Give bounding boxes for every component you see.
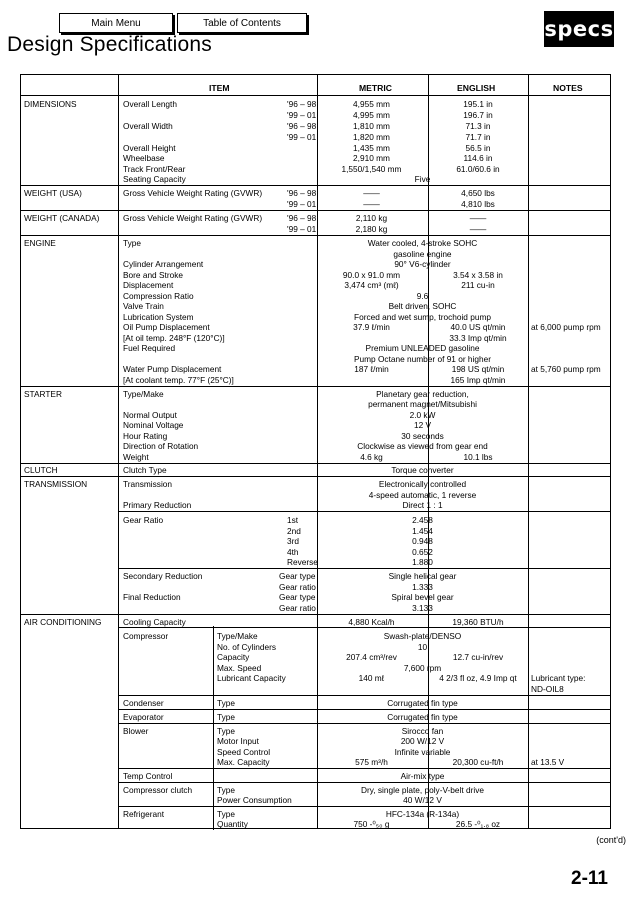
item-label: Valve Train [123,301,164,311]
item-label: Overall Length [123,99,177,109]
page-number: 2-11 [571,868,608,889]
sub-item-label: Motor Input [217,736,259,746]
combined-value: permanent magnet/Mitsubishi [368,399,477,409]
item-label: Overall Height [123,143,176,153]
metric-value: 750 -⁰₅₀ g [353,819,390,829]
table-of-contents-button[interactable]: Table of Contents [177,13,307,33]
combined-value: 12 V [413,420,432,430]
item-label: [At coolant temp. 77°F (25°C)] [123,375,234,385]
metric-value: 3,474 cm³ (mℓ) [344,280,399,290]
combined-value: gasoline engine [393,249,452,259]
divider [21,614,610,615]
english-value: 4 2/3 fl oz, 4.9 Imp qt [439,673,517,683]
metric-value: 2,110 kg [355,213,388,223]
combined-value: 30 seconds [401,431,444,441]
gear-ratio-label: Gear ratio [279,603,316,613]
col-divider [528,75,529,828]
item-label: Refrigerant [123,809,165,819]
english-value: 56.5 in [465,143,491,153]
combined-value: 10 [417,642,428,652]
english-value: —— [469,224,487,234]
metric-value: 4,995 mm [353,110,390,120]
gear-ratio-label: Gear ratio [279,582,316,592]
combined-value: Air-mix type [400,771,445,781]
item-label: Track Front/Rear [123,164,186,174]
note-value: ND-OIL8 [531,684,564,694]
metric-value: —— [363,199,380,209]
combined-value: Five [414,174,431,184]
divider [118,723,610,724]
header-english: ENGLISH [457,83,496,93]
metric-value: 4,955 mm [353,99,390,109]
english-value: 26.5 -⁰₁.₈ oz [455,819,501,829]
year-label: '96 – 98 [287,213,317,223]
combined-value: Belt driven, SOHC [388,301,457,311]
item-label: Weight [123,452,149,462]
gear-label: 4th [287,547,299,557]
item-label: Final Reduction [123,592,181,602]
header-item: ITEM [209,83,230,93]
english-value: 3.54 x 3.58 in [453,270,503,280]
item-label: Compression Ratio [123,291,194,301]
sub-item-label: Lubricant Capacity [217,673,286,683]
combined-value: Forced and wet sump, trochoid pump [354,312,491,322]
divider [21,476,610,477]
item-label: Cylinder Arrangement [123,259,204,269]
combined-value: 7,600 rpm [403,663,442,673]
metric-value: 2,910 mm [353,153,390,163]
section-label: ENGINE [24,238,56,248]
combined-value: Torque converter [391,465,454,475]
section-label: DIMENSIONS [24,99,77,109]
item-label: Hour Rating [123,431,168,441]
gear-label: Reverse [287,557,318,567]
sub-item-label: Type [217,712,235,722]
combined-value: Swash-plate/DENSO [383,631,462,641]
combined-value: Corrugated fin type [387,698,458,708]
item-label: Water Pump Displacement [123,364,222,374]
section-label: CLUTCH [24,465,58,475]
combined-value: 0.948 [412,536,433,546]
item-label: Displacement [123,280,174,290]
english-value: 33.3 Imp qt/min [449,333,507,343]
divider [118,709,610,710]
metric-value: 90.0 x 91.0 mm [342,270,401,280]
divider [118,695,610,696]
metric-value: 1,810 mm [353,121,390,131]
sub-item-label: Speed Control [217,747,271,757]
item-label: Gross Vehicle Weight Rating (GVWR) [123,188,263,198]
page-title: Design Specifications [7,33,212,56]
divider [118,768,610,769]
divider [21,210,610,211]
item-label: Gear Ratio [123,515,164,525]
combined-value: Premium UNLEADED gasoline [365,343,480,353]
year-label: '96 – 98 [287,121,317,131]
year-label: '99 – 01 [287,224,317,234]
metric-value: 4.6 kg [360,452,383,462]
gear-label: 2nd [287,526,301,536]
combined-value: Corrugated fin type [387,712,458,722]
metric-value: 207.4 cm³/rev [346,652,397,662]
item-label: Gross Vehicle Weight Rating (GVWR) [123,213,263,223]
divider [21,463,610,464]
item-label: Overall Width [123,121,173,131]
divider [118,568,610,569]
metric-value: 1,550/1,540 mm [341,164,402,174]
item-label: Nominal Voltage [123,420,184,430]
item-label: Transmission [123,479,173,489]
english-value: 10.1 lbs [463,452,493,462]
section-label: STARTER [24,389,62,399]
combined-value: Direct 1 : 1 [402,500,443,510]
item-label: Normal Output [123,410,177,420]
item-label: Wheelbase [123,153,165,163]
english-value: 20,300 cu-ft/h [452,757,504,767]
combined-value: 4-speed automatic, 1 reverse [368,490,477,500]
english-value: 165 Imp qt/min [450,375,506,385]
combined-value: 40 W/12 V [403,795,442,805]
sub-item-label: Capacity [217,652,250,662]
item-label: Primary Reduction [123,500,192,510]
combined-value: Sirocco fan [401,726,444,736]
metric-value: 1,820 mm [353,132,390,142]
divider [118,627,610,628]
combined-value: Infinite variable [394,747,451,757]
year-label: '99 – 01 [287,199,317,209]
continued-label: (cont'd) [596,835,626,845]
metric-value: 1,435 mm [353,143,390,153]
item-label: Evaporator [123,712,164,722]
english-value: 198 US qt/min [451,364,505,374]
item-label: Blower [123,726,149,736]
note-value: at 6,000 pump rpm [531,322,601,332]
gear-label: 1st [287,515,299,525]
combined-value: HFC-134a (R-134a) [385,809,460,819]
combined-value: 0.652 [412,547,433,557]
section-label: WEIGHT (CANADA) [24,213,100,223]
english-value: 19,360 BTU/h [452,617,504,627]
english-value: 196.7 in [463,110,493,120]
divider [21,386,610,387]
divider [118,806,610,807]
divider [21,235,610,236]
gear-label: 3rd [287,536,299,546]
combined-value: Water cooled, 4-stroke SOHC [367,238,478,248]
english-value: —— [469,213,487,223]
col-divider [213,626,214,830]
item-label: [At oil temp. 248°F (120°C)] [123,333,225,343]
combined-value: 2.0 kW [409,410,436,420]
english-value: 4,810 lbs [461,199,495,209]
sub-item-label: Type [217,698,235,708]
specs-logo: specs [544,11,614,47]
combined-value: 3.133 [412,603,433,613]
sub-item-label: Quantity [217,819,248,829]
section-label: AIR CONDITIONING [24,617,102,627]
item-label: Type [123,238,141,248]
sub-item-label: Type/Make [217,631,258,641]
year-label: '96 – 98 [287,188,317,198]
english-value: 40.0 US qt/min [450,322,506,332]
metric-value: 187 ℓ/min [354,364,389,374]
item-label: Bore and Stroke [123,270,183,280]
spec-table [20,74,611,829]
item-label: Lubrication System [123,312,194,322]
year-label: '99 – 01 [287,110,317,120]
metric-value: 575 m³/h [355,757,388,767]
combined-value: Dry, single plate, poly-V-belt drive [361,785,484,795]
item-label: Oil Pump Displacement [123,322,210,332]
combined-value: Electronically controlled [378,479,467,489]
sub-item-label: Max. Capacity [217,757,270,767]
year-label: '99 – 01 [287,132,317,142]
header-metric: METRIC [359,83,392,93]
item-label: Direction of Rotation [123,441,199,451]
combined-value: Pump Octane number of 91 or higher [354,354,491,364]
metric-value: 140 mℓ [358,673,385,683]
sub-item-label: No. of Cylinders [217,642,277,652]
note-value: at 5,760 pump rpm [531,364,601,374]
combined-value: 1.880 [412,557,433,567]
divider [21,185,610,186]
main-menu-button[interactable]: Main Menu [59,13,173,33]
combined-value: 9.6 [416,291,429,301]
sub-item-label: Type [217,809,235,819]
section-label: TRANSMISSION [24,479,88,489]
sub-item-label: Power Consumption [217,795,292,805]
item-label: Cooling Capacity [123,617,186,627]
metric-value: —— [363,188,380,198]
item-label: Seating Capacity [123,174,186,184]
english-value: 4,650 lbs [461,188,495,198]
sub-item-label: Max. Speed [217,663,262,673]
year-label: '96 – 98 [287,99,317,109]
item-label: Compressor [123,631,169,641]
combined-value: Clockwise as viewed from gear end [357,441,488,451]
item-label: Secondary Reduction [123,571,203,581]
english-value: 195.1 in [463,99,493,109]
english-value: 71.7 in [465,132,491,142]
metric-value: 4,880 Kcal/h [348,617,395,627]
gear-type-label: Gear type [279,592,316,602]
combined-value: Planetary gear reduction, [376,389,469,399]
section-label: WEIGHT (USA) [24,188,82,198]
combined-value: 200 W/12 V [400,736,445,746]
sub-item-label: Type [217,785,235,795]
item-label: Compressor clutch [123,785,193,795]
item-label: Fuel Required [123,343,176,353]
combined-value: 2.458 [412,515,433,525]
metric-value: 37.9 ℓ/min [353,322,390,332]
divider [118,782,610,783]
col-divider [118,75,119,828]
gear-type-label: Gear type [279,571,316,581]
combined-value: 1.333 [412,582,433,592]
combined-value: Spiral bevel gear [391,592,454,602]
divider [21,95,610,96]
english-value: 71.3 in [465,121,491,131]
item-label: Clutch Type [123,465,167,475]
english-value: 12.7 cu-in/rev [452,652,504,662]
item-label: Condenser [123,698,164,708]
english-value: 211 cu-in [461,280,495,290]
english-value: 114.6 in [463,153,493,163]
item-label: Type/Make [123,389,164,399]
sub-item-label: Type [217,726,235,736]
combined-value: 1.454 [412,526,433,536]
combined-value: 90° V6-cylinder [394,259,451,269]
header-notes: NOTES [553,83,583,93]
item-label: Temp Control [123,771,173,781]
english-value: 61.0/60.6 in [456,164,500,174]
combined-value: Single helical gear [388,571,457,581]
note-value: at 13.5 V [531,757,565,767]
metric-value: 2,180 kg [355,224,388,234]
divider [118,511,610,512]
note-value: Lubricant type: [531,673,586,683]
